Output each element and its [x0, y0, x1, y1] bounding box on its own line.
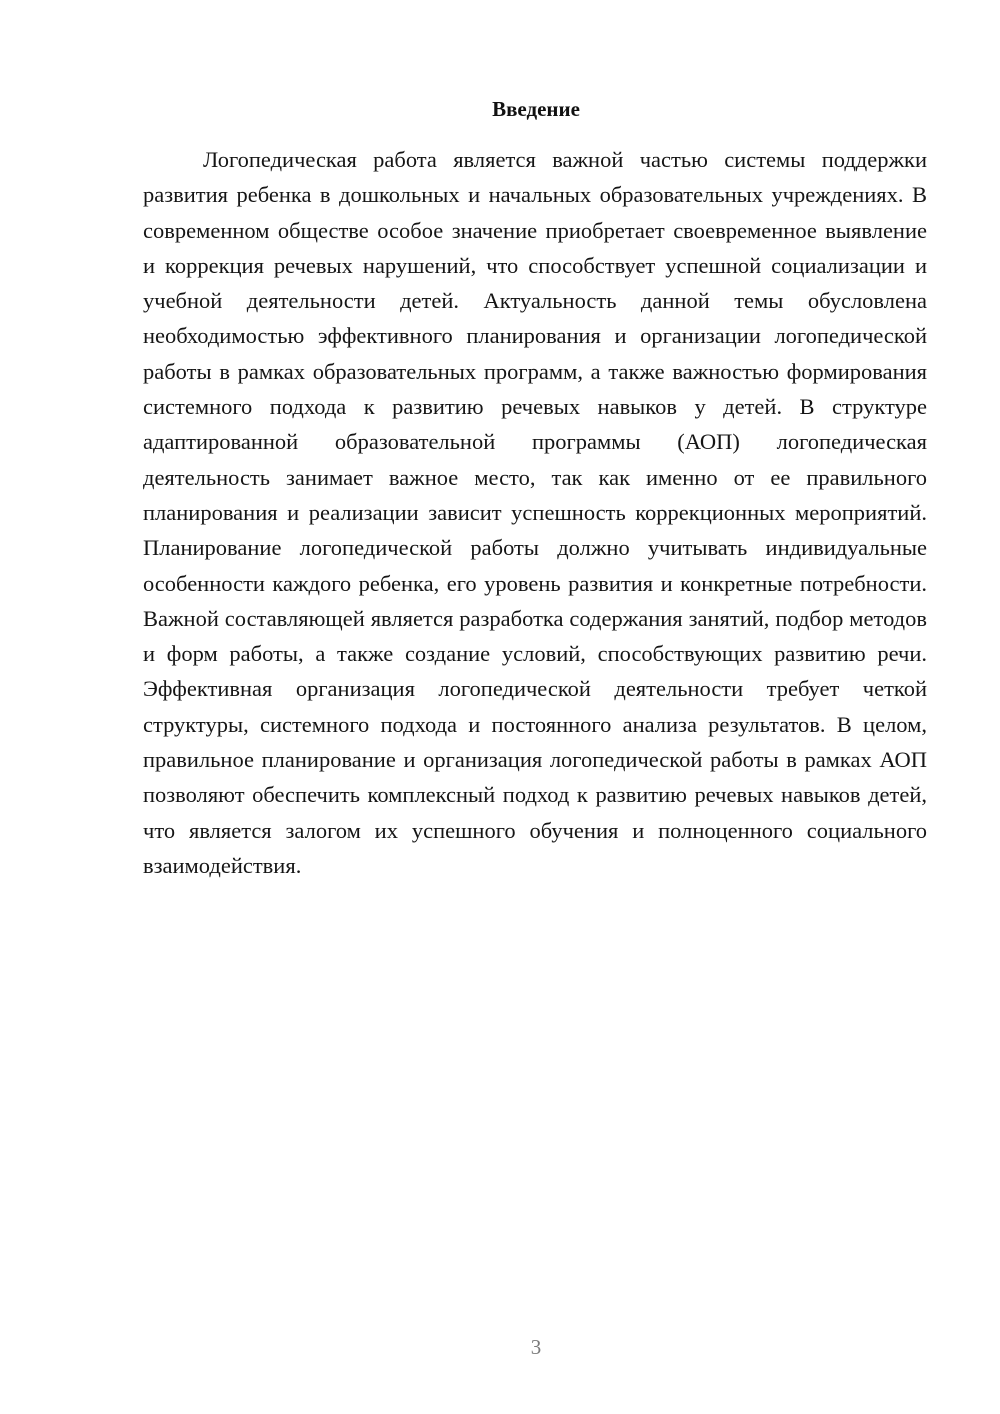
section-heading: Введение [492, 97, 580, 121]
page-number: 3 [530, 1335, 542, 1359]
body-paragraph: Логопедическая работа является важной частью системы поддержки развития ребенка в дошкольных и начальных образовательных учреждениях. В современном обществе особое значение приобретает своевременное выявление и коррекция речевых нарушений, что способствует успешной социализации и учебной деятельности детей. Актуальность данной темы обусловлена необходимостью эффективного планирования и организации логопедической работы в рамках образовательных программ, а также важностью формирования системного подхода к развитию речевых навыков у детей. В структуре адаптированной образовательной программы (АОП) логопедическая деятельность занимает важное место, так как именно от ее правильного планирования и реализации зависит успешность коррекционных мероприятий. Планирование логопедической работы должно учитывать индивидуальные особенности каждого ребенка, его уровень развития и конкретные потребности. Важной составляющей является разработка содержания занятий, подбор методов и форм работы, а также создание условий, способствующих развитию речи. Эффективная организация логопедической деятельности требует четкой структуры, системного подхода и постоянного анализа результатов. В целом, правильное планирование и организация логопедической работы в рамках АОП позволяют обеспечить комплексный подход к развитию речевых навыков детей, что является залогом их успешного обучения и полноценного социального взаимодействия. [143, 147, 927, 878]
